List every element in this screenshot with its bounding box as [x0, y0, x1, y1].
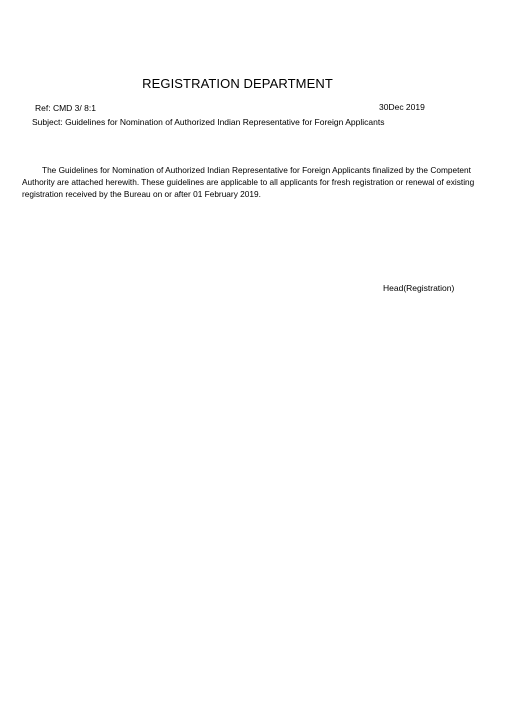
document-title: REGISTRATION DEPARTMENT [142, 76, 333, 91]
signature-block: Head(Registration) [383, 283, 455, 293]
document-date: 30Dec 2019 [379, 102, 425, 112]
reference-number: Ref: CMD 3/ 8:1 [35, 103, 96, 113]
subject-line: Subject: Guidelines for Nomination of Authorized Indian Representative for Foreign Applicants [32, 117, 385, 127]
body-paragraph: The Guidelines for Nomination of Authorized Indian Representative for Foreign Applicants finalized by the Competent Authority are attached herewith. These guidelines are applicable to all applicants for fresh registration or renewal of existing registration received by the Bureau on or after 01 February 2019. [22, 165, 475, 199]
